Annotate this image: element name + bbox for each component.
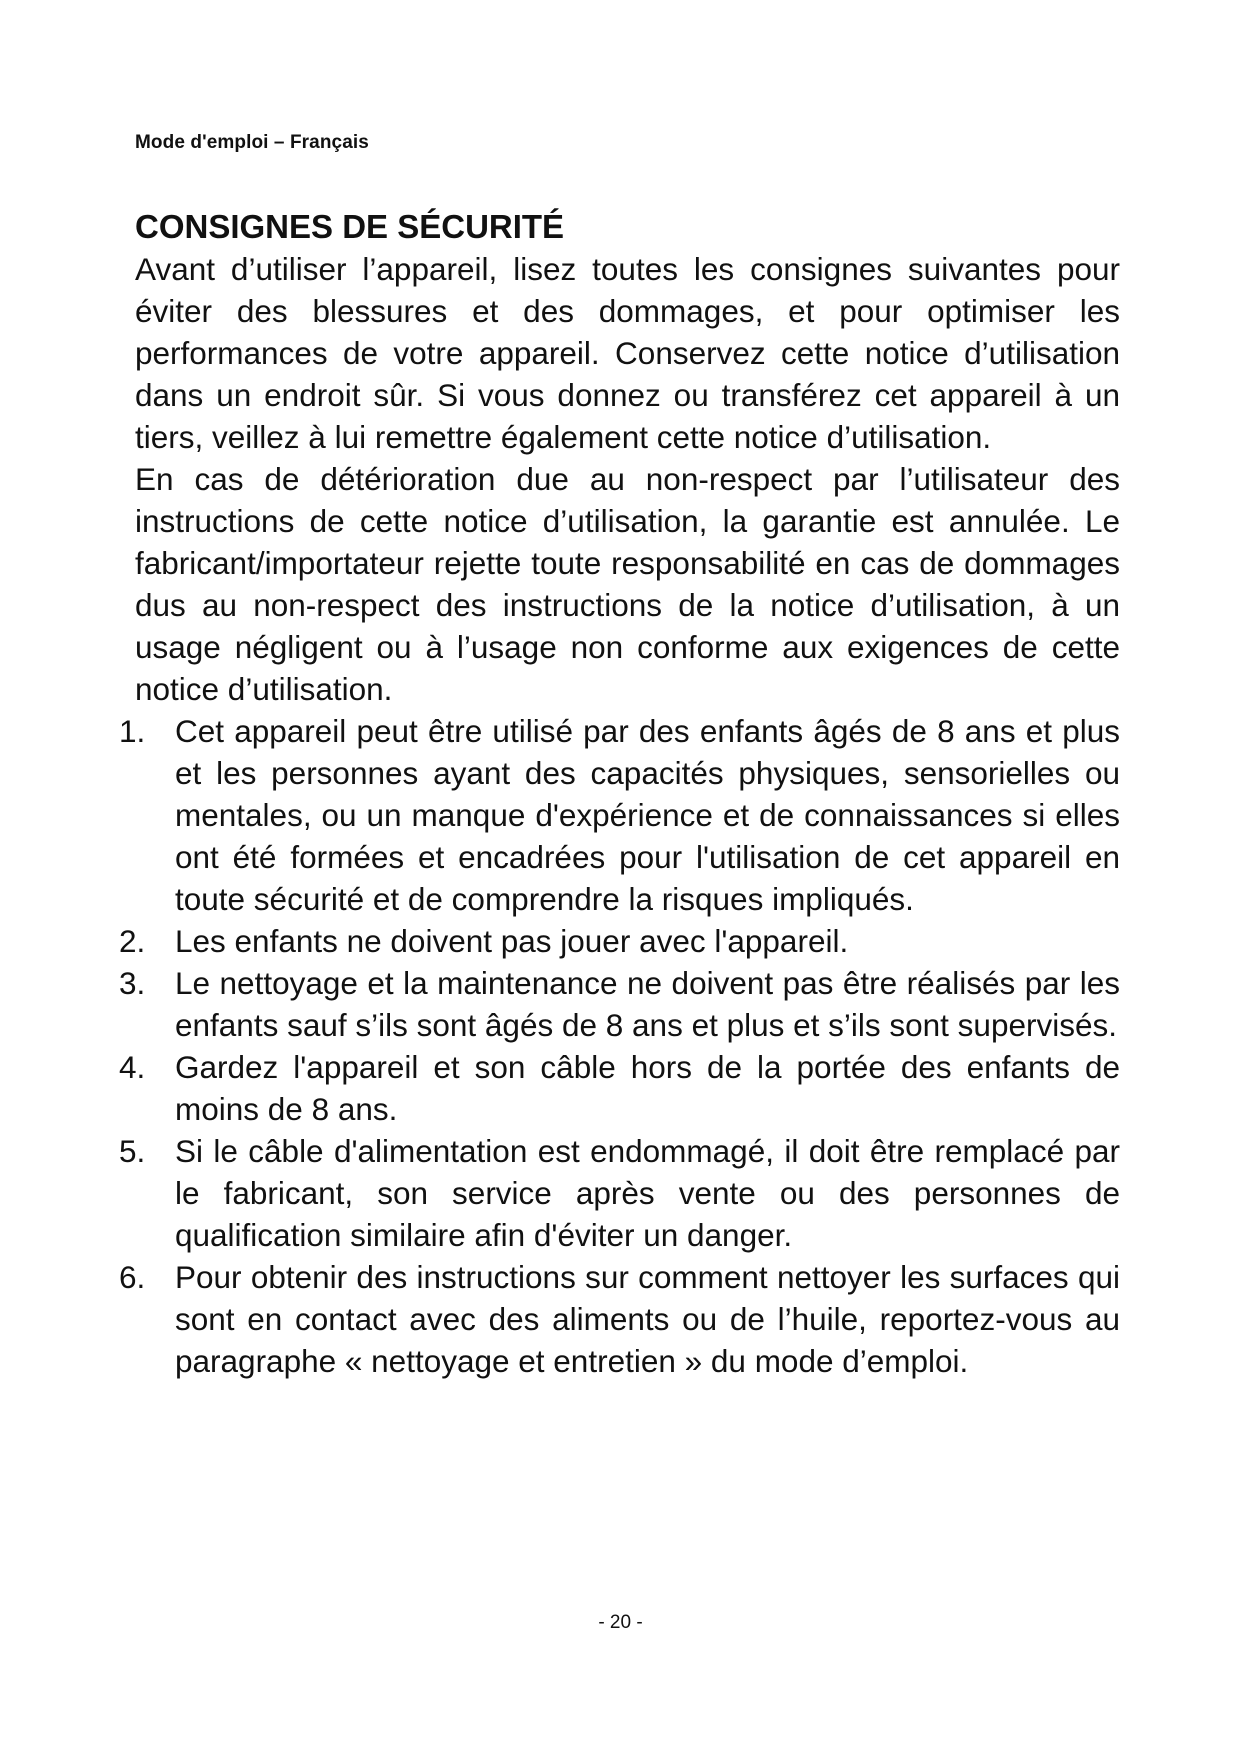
list-item-number: 3.	[119, 965, 146, 1001]
page-number: - 20 -	[598, 1612, 643, 1633]
list-item-text: Pour obtenir des instructions sur comment nettoyer les surfaces qui sont en contact avec des aliments ou de l’huile, reportez-vous au paragraphe « nettoyage et entretien » du mode d’emploi.	[175, 1259, 1120, 1379]
list-item-number: 2.	[119, 923, 146, 959]
list-item-number: 5.	[119, 1133, 146, 1169]
list-item-text: Gardez l'appareil et son câble hors de la portée des enfants de moins de 8 ans.	[175, 1049, 1120, 1127]
list-item-text: Cet appareil peut être utilisé par des enfants âgés de 8 ans et plus et les personnes ayant des capacités physiques, sensorielles ou mentales, ou un manque d'expérience et de connaissances si elles ont été formées et encadrées pour l'utilisation de cet appareil en toute sécurité et de comprendre la risques impliqués.	[175, 713, 1120, 917]
list-item-number: 6.	[119, 1259, 146, 1295]
safety-list	[119, 710, 1120, 1382]
list-item-text: Les enfants ne doivent pas jouer avec l'appareil.	[175, 923, 849, 959]
list-item-text: Si le câble d'alimentation est endommagé, il doit être remplacé par le fabricant, son service après vente ou des personnes de qualification similaire afin d'éviter un danger.	[175, 1133, 1120, 1253]
page-header: Mode d'emploi – Français	[135, 132, 369, 153]
list-item-number: 1.	[119, 713, 146, 749]
list-item	[119, 920, 1120, 962]
list-item-number: 4.	[119, 1049, 146, 1085]
list-item	[119, 1256, 1120, 1382]
list-item	[119, 962, 1120, 1046]
safety-section	[119, 206, 1120, 1382]
list-item	[119, 710, 1120, 920]
intro-paragraph: Avant d’utiliser l’appareil, lisez toutes les consignes suivantes pour éviter des blessures et des dommages, et pour optimiser les performances de votre appareil. Conservez cette notice d’utilisation dans un endroit sûr. Si vous donnez ou transférez cet appareil à un tiers, veillez à lui remettre également cette notice d’utilisation.	[135, 251, 1120, 455]
list-item	[119, 1130, 1120, 1256]
list-item-text: Le nettoyage et la maintenance ne doivent pas être réalisés par les enfants sauf s’ils sont âgés de 8 ans et plus et s’ils sont supervisés.	[175, 965, 1120, 1043]
warranty-paragraph: En cas de détérioration due au non-respect par l’utilisateur des instructions de cette notice d’utilisation, la garantie est annulée. Le fabricant/importateur rejette toute responsabilité en cas de dommages dus au non-respect des instructions de la notice d’utilisation, à un usage négligent ou à l’usage non conforme aux exigences de cette notice d’utilisation.	[135, 461, 1120, 707]
list-item	[119, 1046, 1120, 1130]
section-title: CONSIGNES DE SÉCURITÉ	[135, 208, 565, 245]
